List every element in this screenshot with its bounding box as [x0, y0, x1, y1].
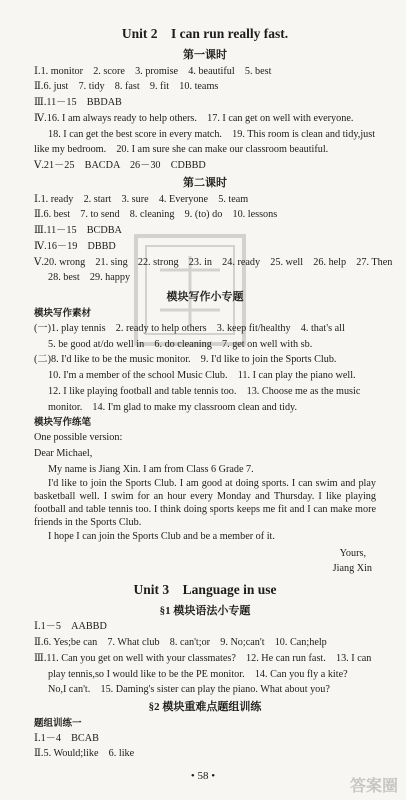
answer-line: No,I can't. 15. Daming's sister can play the piano. What about you? [48, 684, 330, 696]
letter-paragraph: My name is Jiang Xin. I am from Class 6 Grade 7. [48, 463, 254, 475]
answer-line: 5. be good at/do well in 6. do cleaning 7. get on well with sb. [48, 338, 313, 350]
answer-line: 18. I can get the best score in every match. 19. This room is clean and tidy,just [48, 128, 376, 140]
writing-material-heading: 模块写作素材 [34, 308, 92, 319]
writing-title: 模块写作小专题 [166, 291, 244, 304]
answer-line: 10. I'm a member of the school Music Club. 11. I can play the piano well. [48, 370, 356, 381]
answer-line: 28. best 29. happy [48, 272, 131, 284]
answer-line: Ⅴ.20. wrong 21. sing 22. strong 23. in 24. ready 25. well 26. help 27. Then [34, 256, 393, 268]
answer-line: Ⅱ.6. Yes;be can 7. What club 8. can't;or 9. No;can't 10. Can;help [34, 637, 327, 648]
unit3-title: Unit 3 Language in use [133, 581, 277, 597]
writing-practice-heading: 模块写作练笔 [34, 418, 92, 429]
answer-line: Ⅱ.6. just 7. tidy 8. fast 9. fit 10. teams [34, 81, 219, 93]
page-number: • 58 • [190, 770, 216, 783]
answer-line: Ⅳ.16. I am always ready to help others. 17. I can get on well with everyone. [34, 112, 354, 124]
answer-line: Ⅱ.5. Would;like 6. like [34, 748, 135, 760]
watermark-logo: 答案圈 [349, 776, 398, 795]
answer-line: Ⅲ.11－15 BCDBA [34, 225, 122, 237]
answer-line: Ⅲ.11－15 BBDAB [34, 97, 122, 109]
answer-line: Ⅰ.1. monitor 2. score 3. promise 4. beautiful 5. best [34, 65, 272, 77]
letter-paragraph: I hope I can join the Sports Club and be a member of it. [48, 531, 275, 543]
grammar-answers [34, 621, 376, 697]
group-training-heading: 题组训练一 [34, 718, 82, 729]
possible-version-label: One possible version: [34, 432, 123, 444]
answer-line: Ⅲ.11. Can you get on well with your classmates? 12. He can run fast. 13. I can [34, 652, 372, 664]
answer-line: Ⅳ.16－19 DBBD [34, 240, 116, 252]
answer-line: Ⅰ.1－5 AABBD [34, 621, 107, 633]
unit2-title: Unit 2 I can run really fast. [121, 26, 289, 41]
answer-line: (二)8. I'd like to be the music monitor. 9. I'd like to join the Sports Club. [34, 354, 337, 366]
letter-signature: Jiang Xin [332, 562, 372, 574]
letter-closing: Yours, [339, 548, 366, 560]
letter-salutation: Dear Michael, [34, 447, 93, 459]
lesson1-title: 第一课时 [183, 48, 227, 61]
lesson2-title: 第二课时 [183, 176, 227, 189]
answer-line: monitor. 14. I'm glad to make my classroom clean and tidy. [48, 401, 298, 413]
lesson1-answers [34, 66, 376, 173]
answer-line: Ⅰ.1. ready 2. start 3. sure 4. Everyone 5. team [34, 193, 249, 205]
stamp-watermark-icon [130, 230, 250, 350]
answer-line: Ⅰ.1－4 BCAB [34, 732, 99, 744]
letter-paragraph: I'd like to join the Sports Club. I am good at doing sports. I can swim and play basketball well. I swim for an hour every Monday and Thursday. I like playing football and table tennis too. I think doing sports keeps me fit and I can make more friends in the Sports Club. [34, 478, 376, 528]
answer-line: (一)1. play tennis 2. ready to help others 3. keep fit/healthy 4. that's all [34, 322, 345, 334]
grammar-section-title: §1 模块语法小专题 [159, 604, 251, 617]
answer-line: 12. I like playing football and table tennis too. 13. Choose me as the music [48, 385, 361, 397]
answer-line: Ⅱ.6. best 7. to send 8. cleaning 9. (to) do 10. lessons [34, 209, 278, 221]
answer-line: Ⅴ.21－25 BACDA 26－30 CDBBD [34, 160, 206, 172]
practice-section-title: §2 模块重难点题组训练 [148, 701, 262, 713]
answer-line: play tennis,so I would like to be the PE monitor. 14. Can you fly a kite? [48, 668, 348, 680]
answer-line: like my bedroom. 20. I am sure she can make our classroom beautiful. [34, 144, 329, 156]
practice-answers [34, 733, 376, 762]
